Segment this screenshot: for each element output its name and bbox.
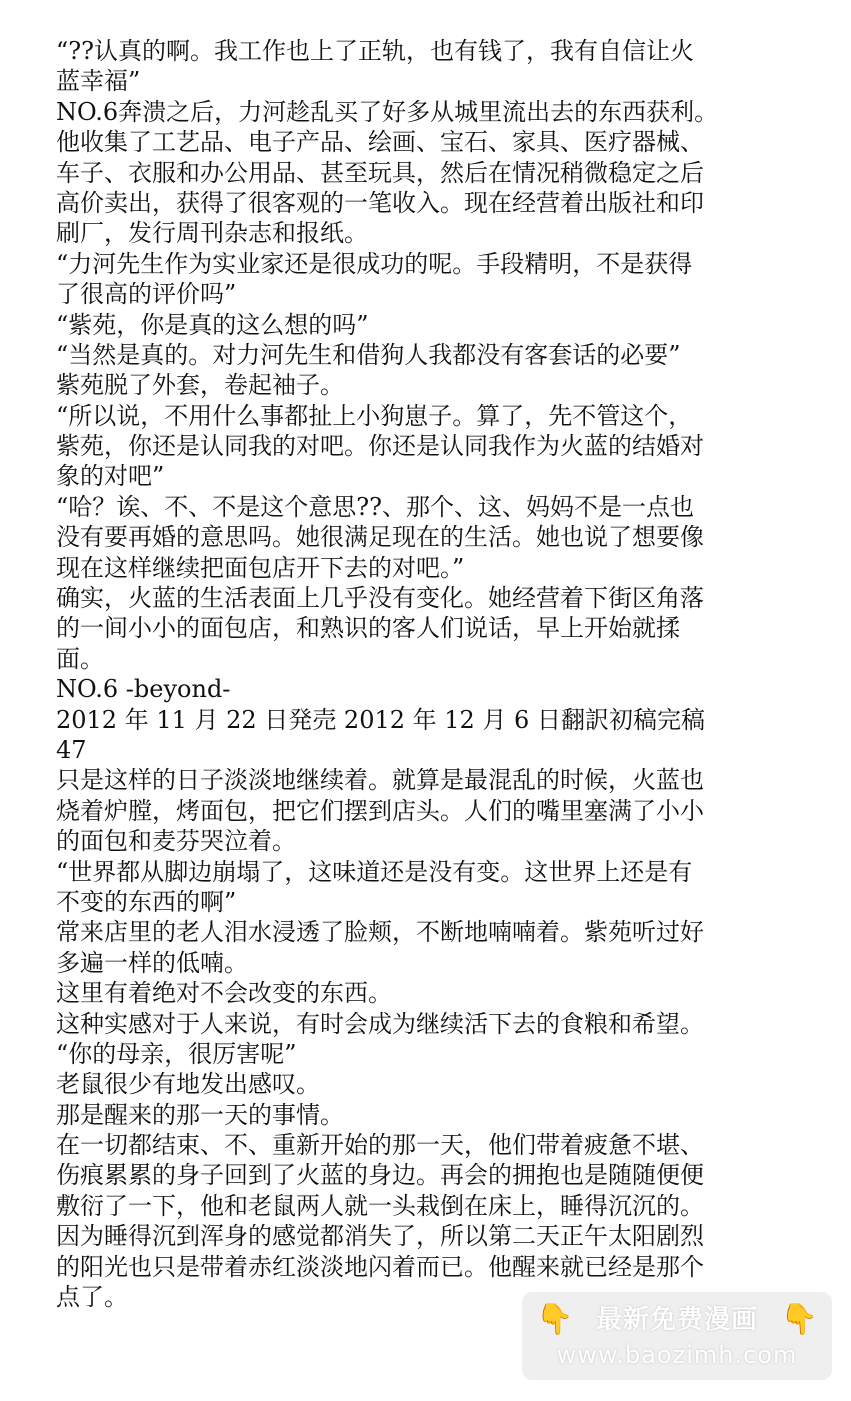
- text-line: “当然是真的。对力河先生和借狗人我都没有客套话的必要”: [56, 340, 681, 369]
- watermark-title: 最新免费漫画: [595, 1305, 758, 1335]
- text-line: 点了。: [56, 1283, 128, 1312]
- text-line: 敷衍了一下，他和老鼠两人就一头栽倒在床上，睡得沉沉的。: [56, 1191, 704, 1220]
- text-line: “??认真的啊。我工作也上了正轨，也有钱了，我有自信让火: [56, 37, 695, 65]
- text-line: 不变的东西的啊”: [56, 887, 237, 916]
- text-line: 高价卖出，获得了很客观的一笔收入。现在经营着出版社和印: [56, 188, 704, 217]
- text-line: 面。: [56, 644, 104, 673]
- pointing-hand-icon: 👇: [780, 1302, 818, 1337]
- book-title-line: NO.6 -beyond-: [56, 675, 231, 704]
- text-line: “紫苑，你是真的这么想的吗”: [56, 310, 369, 339]
- text-line: “力河先生作为实业家还是很成功的呢。手段精明，不是获得: [56, 249, 693, 278]
- text-line: 象的对吧”: [56, 462, 165, 491]
- text-line: 他收集了工艺品、电子产品、绘画、宝石、家具、医疗器械、: [56, 128, 704, 157]
- text-line: “所以说，不用什么事都扯上小狗崽子。算了，先不管这个，: [56, 401, 693, 430]
- text-column: [56, 36, 796, 1312]
- text-line: 在一切都结束、不、重新开始的那一天，他们带着疲惫不堪、: [56, 1131, 704, 1160]
- text-line: 的阳光也只是带着赤红淡淡地闪着而已。他醒来就已经是那个: [56, 1252, 704, 1281]
- text-line: 紫苑，你还是认同我的对吧。你还是认同我作为火蓝的结婚对: [56, 432, 704, 461]
- pointing-hand-icon: 👇: [536, 1302, 574, 1337]
- text-line: 的一间小小的面包店，和熟识的客人们说话，早上开始就揉: [56, 614, 680, 643]
- watermark-url[interactable]: www.baozimh.com: [556, 1341, 798, 1369]
- text-line: 伤痕累累的身子回到了火蓝的身边。再会的拥抱也是随随便便: [56, 1161, 704, 1190]
- text-line: 车子、衣服和办公用品、甚至玩具，然后在情况稍微稳定之后: [56, 158, 704, 187]
- text-line: 那是醒来的那一天的事情。: [56, 1100, 344, 1129]
- text-line: 老鼠很少有地发出感叹。: [56, 1070, 320, 1099]
- text-line: 了很高的评价吗”: [56, 280, 237, 309]
- text-line: 这里有着绝对不会改变的东西。: [56, 979, 392, 1008]
- text-line: 多遍一样的低喃。: [56, 948, 248, 977]
- text-line: 刷厂，发行周刊杂志和报纸。: [56, 219, 368, 248]
- text-line: 现在这样继续把面包店开下去的对吧。”: [56, 553, 465, 582]
- text-line: NO.6奔溃之后，力河趁乱买了好多从城里流出去的东西获利。: [56, 97, 719, 126]
- text-line: 蓝幸福”: [56, 67, 141, 96]
- text-line: “世界都从脚边崩塌了，这味道还是没有变。这世界上还是有: [56, 857, 693, 886]
- text-line: 只是这样的日子淡淡地继续着。就算是最混乱的时候，火蓝也: [56, 766, 704, 795]
- text-line: “你的母亲，很厉害呢”: [56, 1039, 297, 1068]
- release-date-line: 2012 年 11 月 22 日発売 2012 年 12 月 6 日翻訳初稿完稿: [56, 705, 705, 734]
- watermark-banner[interactable]: [522, 1292, 832, 1380]
- text-line: 因为睡得沉到浑身的感觉都消失了，所以第二天正午太阳剧烈: [56, 1222, 704, 1251]
- text-line: 烧着炉膛，烤面包，把它们摆到店头。人们的嘴里塞满了小小: [56, 796, 704, 825]
- text-line: 确实，火蓝的生活表面上几乎没有变化。她经营着下街区角落: [56, 584, 704, 613]
- text-line: 的面包和麦芬哭泣着。: [56, 827, 296, 856]
- page-number: 47: [56, 735, 87, 764]
- text-line: 这种实感对于人来说，有时会成为继续活下去的食粮和希望。: [56, 1009, 704, 1038]
- text-line: 紫苑脱了外套，卷起袖子。: [56, 371, 344, 400]
- text-line: 没有要再婚的意思吗。她很满足现在的生活。她也说了想要像: [56, 523, 704, 552]
- text-line: “哈？诶、不、不是这个意思??、那个、这、妈妈不是一点也: [56, 492, 695, 521]
- text-line: 常来店里的老人泪水浸透了脸颊，不断地喃喃着。紫苑听过好: [56, 918, 704, 947]
